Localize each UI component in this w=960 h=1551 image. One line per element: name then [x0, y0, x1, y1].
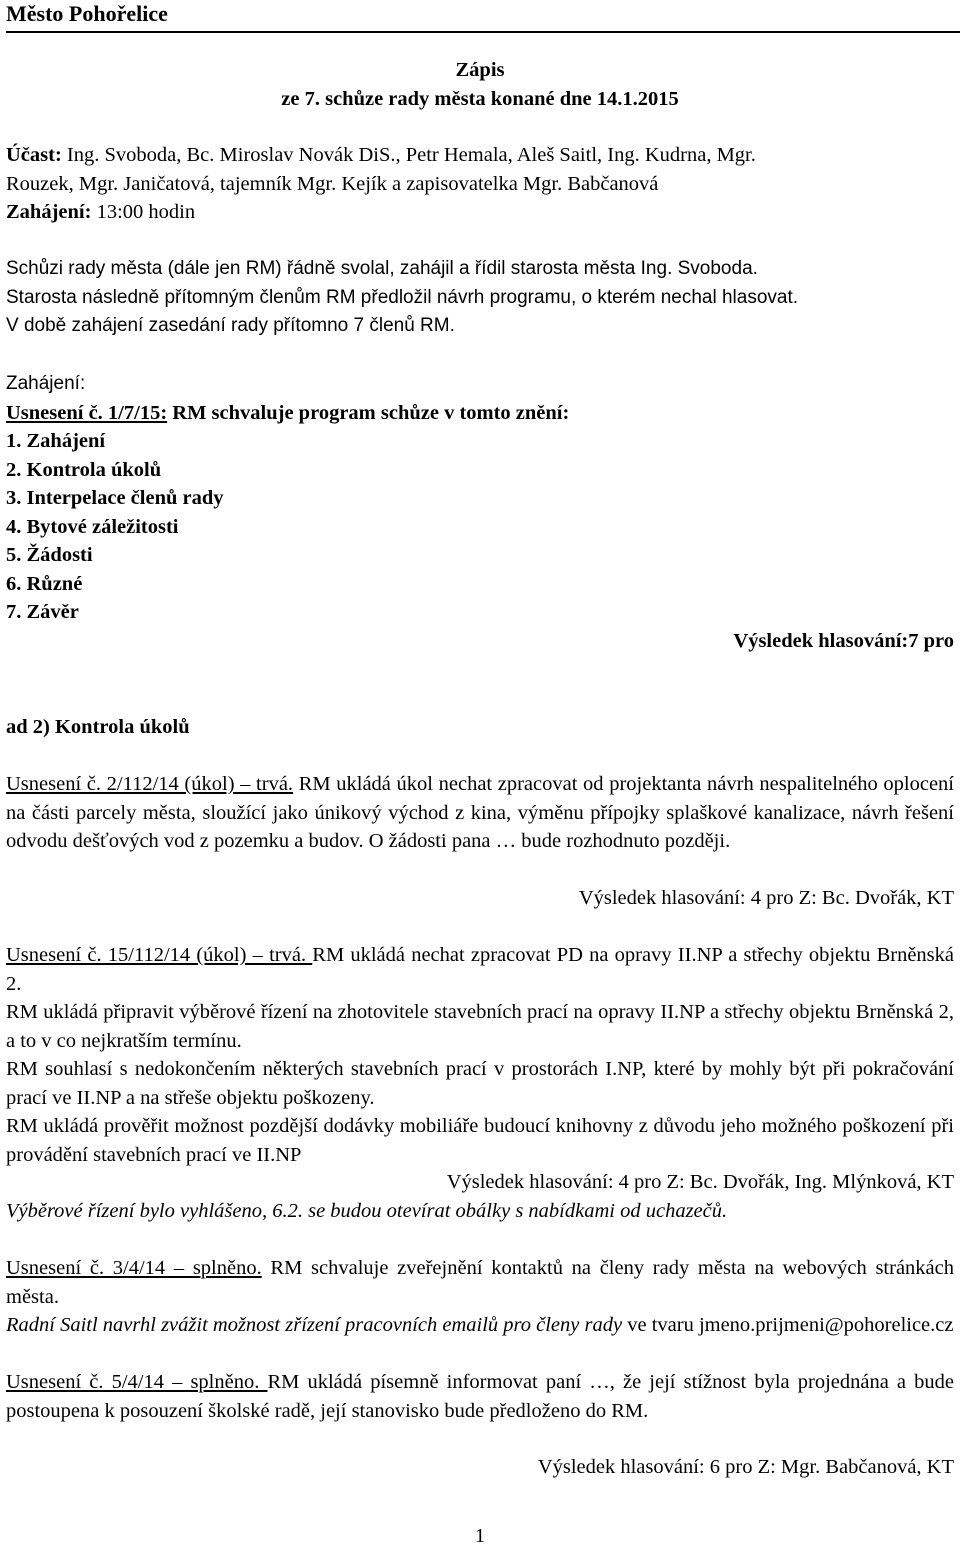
- resolution-text: RM schvaluje zveřejnění kontaktů na členy rady města na webových stránkách města.: [6, 1257, 954, 1308]
- resolution-ref: Usnesení č. 3/4/14 – splněno.: [6, 1257, 262, 1279]
- agenda-list: [6, 427, 954, 627]
- attendance-line-1: [6, 141, 954, 170]
- resolution-text: RM ukládá úkol nechat zpracovat od projektanta návrh nespalitelného oplocení na části parcely města, sloužící jako únikový východ z kina, výměnu přípojky splaškové kanalizace, návrh řešení odvodu dešťových vod z pozemku a budov. O žádosti pana … bude rozhodnuto později.: [6, 773, 954, 852]
- agenda-item: 3. Interpelace členů rady: [6, 487, 224, 509]
- resolution-text: RM schvaluje program schůze v tomto znění:: [167, 401, 570, 424]
- agenda-vote-result: Výsledek hlasování:7 pro: [733, 630, 954, 652]
- agenda-item: 1. Zahájení: [6, 430, 106, 452]
- attendance-text-1: Ing. Svoboda, Bc. Miroslav Novák DiS., Petr Hemala, Aleš Saitl, Ing. Kudrna, Mgr.: [61, 144, 756, 166]
- resolution-15-112-14-vote: Výsledek hlasování: 4 pro Z: Bc. Dvořák, Ing. Mlýnková, KT: [446, 1171, 954, 1193]
- intro-line-1: Schůzi rady města (dále jen RM) řádně svolal, zahájil a řídil starosta města Ing. Svoboda.: [6, 258, 758, 279]
- resolution-3-4-14: [6, 1254, 954, 1340]
- resolution-text-2: RM ukládá připravit výběrové řízení na zhotovitele stavebních prací na opravy II.NP a střechy objektu Brněnská 2, a to v co nejkratším termínu.: [6, 1001, 954, 1052]
- resolution-5-4-14-vote: Výsledek hlasování: 6 pro Z: Mgr. Babčanová, KT: [537, 1456, 954, 1478]
- resolution-body: [6, 1254, 954, 1311]
- header-rule: [6, 31, 960, 33]
- note-rest: ve tvaru jmeno.prijmeni@pohorelice.cz: [622, 1314, 954, 1336]
- opening-line: [6, 198, 954, 227]
- resolution-ref: Usnesení č. 5/4/14 – splněno.: [6, 1371, 268, 1393]
- agenda-item: 4. Bytové záležitosti: [6, 515, 179, 538]
- resolution-5-4-14: [6, 1368, 954, 1425]
- resolution-text: RM ukládá písemně informovat paní …, že její stížnost byla projednána a bude postoupena k posouzení školské radě, její stanovisko bude předloženo do RM.: [6, 1371, 954, 1422]
- resolution-15-112-14-note: Výběrové řízení bylo vyhlášeno, 6.2. se budou otevírat obálky s nabídkami od uchazečů.: [6, 1200, 728, 1222]
- opening-label: Zahájení:: [6, 201, 92, 223]
- title-subtitle: ze 7. schůze rady města konané dne 14.1.2015: [281, 87, 679, 110]
- resolution-1-7-15: [6, 399, 954, 428]
- page-number: 1: [474, 1525, 486, 1547]
- resolution-text-1: [6, 941, 954, 998]
- task-section-heading: ad 2) Kontrola úkolů: [6, 716, 190, 738]
- agenda-item: 7. Závěr: [6, 601, 79, 623]
- attendance-block: [6, 141, 954, 227]
- resolution-2-112-14-vote: Výsledek hlasování: 4 pro Z: Bc. Dvořák, KT: [578, 887, 954, 909]
- resolution-15-112-14: [6, 941, 954, 1169]
- intro-block: [6, 255, 954, 341]
- agenda-item: 6. Různé: [6, 572, 83, 595]
- opening-section-label: Zahájení:: [6, 373, 86, 394]
- resolution-ref: Usnesení č. 1/7/15:: [6, 401, 168, 424]
- municipality-name: Město Pohořelice: [6, 1, 168, 26]
- resolution-text-3: RM souhlasí s nedokončením některých stavebních prací v prostorách I.NP, které by mohly být při pokračování prací ve II.NP a na střeše objektu poškozeny.: [6, 1058, 954, 1109]
- agenda-item: 5. Žádosti: [6, 544, 93, 566]
- resolution-2-112-14: [6, 770, 954, 856]
- note-italic: Radní Saitl navrhl zvážit možnost zřízení pracovních emailů pro členy rady: [6, 1314, 623, 1336]
- document-title: [6, 56, 954, 113]
- attendance-label: Účast:: [6, 144, 62, 166]
- intro-line-2: Starosta následně přítomným členům RM předložil návrh programu, o kterém nechal hlasovat.: [6, 286, 799, 308]
- opening-time: 13:00 hodin: [91, 201, 196, 223]
- opening-section: [6, 370, 954, 627]
- resolution-text: RM ukládá nechat zpracovat PD na opravy II.NP a střechy objektu Brněnská 2.: [6, 944, 954, 995]
- document-header: [6, 0, 954, 30]
- resolution-text-4: RM ukládá prověřit možnost pozdější dodávky mobiliáře budoucí knihovny z důvodu jeho možného poškození při provádění stavebních prací ve II.NP: [6, 1115, 954, 1166]
- agenda-item: 2. Kontrola úkolů: [6, 458, 162, 481]
- intro-line-3: V době zahájení zasedání rady přítomno 7 členů RM.: [6, 315, 455, 336]
- attendance-text-2: Rouzek, Mgr. Janičatová, tajemník Mgr. Kejík a zapisovatelka Mgr. Babčanová: [6, 172, 659, 195]
- title-heading: Zápis: [455, 59, 505, 81]
- resolution-ref: Usnesení č. 2/112/14 (úkol) – trvá.: [6, 773, 294, 795]
- resolution-note: [6, 1311, 954, 1340]
- resolution-ref: Usnesení č. 15/112/14 (úkol) – trvá.: [6, 944, 313, 966]
